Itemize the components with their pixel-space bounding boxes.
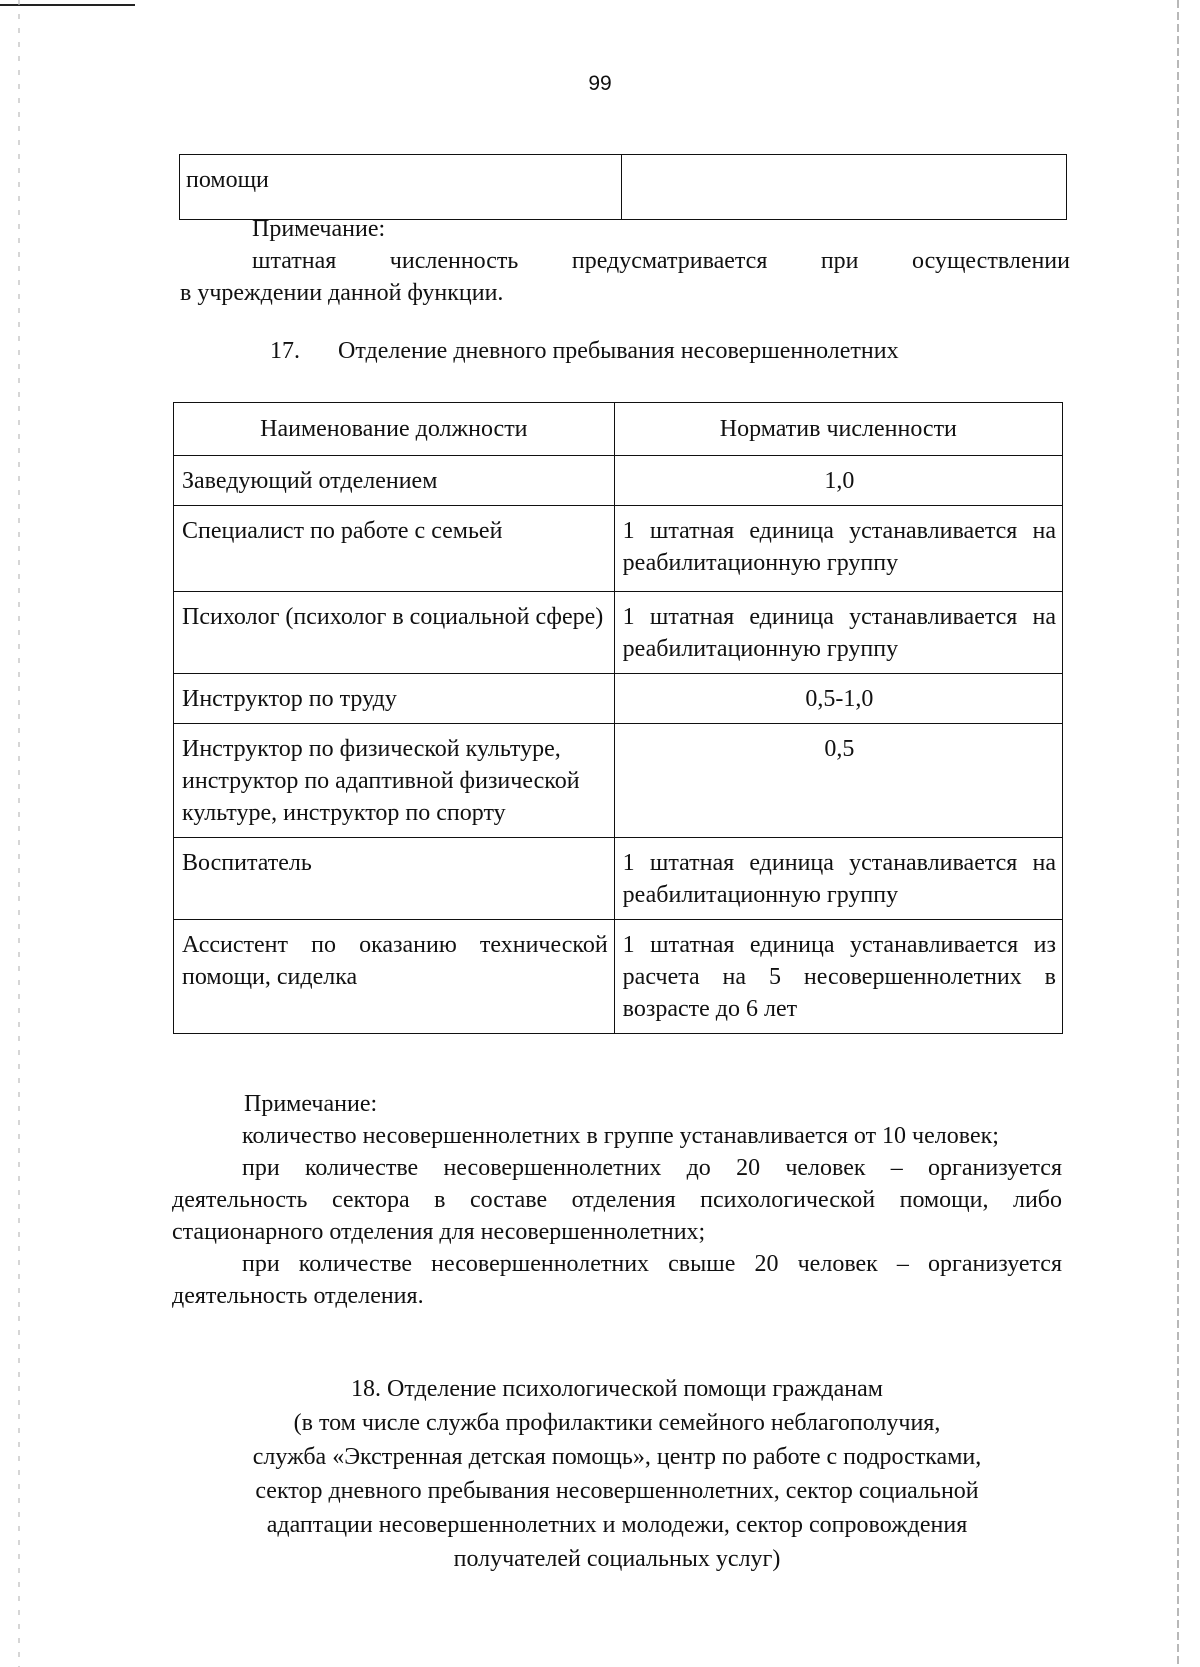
scan-artifact-left-edge [18, 0, 20, 1667]
table-header-row [174, 403, 1063, 456]
table-row [174, 456, 1063, 506]
continued-table [179, 154, 1067, 220]
norm-cell: 1 штатная единица устанавливается из расчета на 5 несовершеннолетних в возрасте до 6 лет [614, 920, 1062, 1034]
note-paragraph: при количестве несовершеннолетних свыше 20 человек – организуется деятельность отделения. [172, 1251, 1062, 1309]
norm-cell: 1 штатная единица устанавливается на реабилитационную группу [614, 592, 1062, 674]
note-label: Примечание: [244, 1091, 378, 1117]
heading-line: (в том числе служба профилактики семейного неблагополучия, [293, 1410, 941, 1436]
scan-artifact-line [0, 4, 135, 6]
table-cell: помощи [180, 155, 622, 220]
position-cell: Инструктор по труду [174, 674, 615, 724]
note-paragraph: количество несовершеннолетних в группе устанавливается от 10 человек; [242, 1123, 999, 1149]
table-row [174, 592, 1063, 674]
position-cell: Психолог (психолог в социальной сфере) [174, 592, 615, 674]
note-block [172, 1088, 1062, 1312]
page-number: 99 [588, 72, 612, 95]
note-text-line: в учреждении данной функции. [180, 280, 504, 306]
position-cell: Специалист по работе с семьей [174, 506, 615, 592]
section-title [270, 338, 1030, 365]
table-row [180, 155, 1067, 220]
column-header: Норматив численности [614, 403, 1062, 456]
position-cell: Ассистент по оказанию технической помощи, сиделка [174, 920, 615, 1034]
note-block [180, 213, 1070, 309]
norm-cell: 1 штатная единица устанавливается на реабилитационную группу [614, 506, 1062, 592]
position-cell: Инструктор по физической культуре, инструктор по адаптивной физической культуре, инструктор по спорту [174, 724, 615, 838]
heading-line: сектор дневного пребывания несовершеннолетних, сектор социальной [255, 1478, 979, 1504]
heading-line: получателей социальных услуг) [453, 1546, 781, 1572]
norm-cell: 0,5 [614, 724, 1062, 838]
heading-line: служба «Экстренная детская помощь», центр по работе с подростками, [252, 1444, 982, 1470]
staffing-table [173, 402, 1063, 1034]
table-cell [622, 155, 1067, 220]
table-row [174, 838, 1063, 920]
heading-line: адаптации несовершеннолетних и молодежи, сектор сопровождения [266, 1512, 968, 1538]
position-cell: Воспитатель [174, 838, 615, 920]
scan-artifact-right-edge [1177, 0, 1179, 1667]
norm-cell: 1,0 [614, 456, 1062, 506]
table-row [174, 724, 1063, 838]
heading-line: 18. Отделение психологической помощи гражданам [351, 1376, 883, 1402]
section-number: 17. [270, 338, 300, 364]
note-label: Примечание: [252, 216, 386, 242]
table-row [174, 920, 1063, 1034]
note-text-line: штатная численность предусматривается при осуществлении [252, 248, 1070, 274]
position-cell: Заведующий отделением [174, 456, 615, 506]
section-name: Отделение дневного пребывания несовершеннолетних [338, 338, 899, 364]
column-header: Наименование должности [174, 403, 615, 456]
table-row [174, 674, 1063, 724]
norm-cell: 1 штатная единица устанавливается на реабилитационную группу [614, 838, 1062, 920]
section-18-heading [172, 1372, 1062, 1576]
note-paragraph: при количестве несовершеннолетних до 20 человек – организуется деятельность сектора в составе отделения психологической помощи, либо стационарного отделения для несовершеннолетних; [172, 1155, 1062, 1245]
table-row [174, 506, 1063, 592]
norm-cell: 0,5-1,0 [614, 674, 1062, 724]
